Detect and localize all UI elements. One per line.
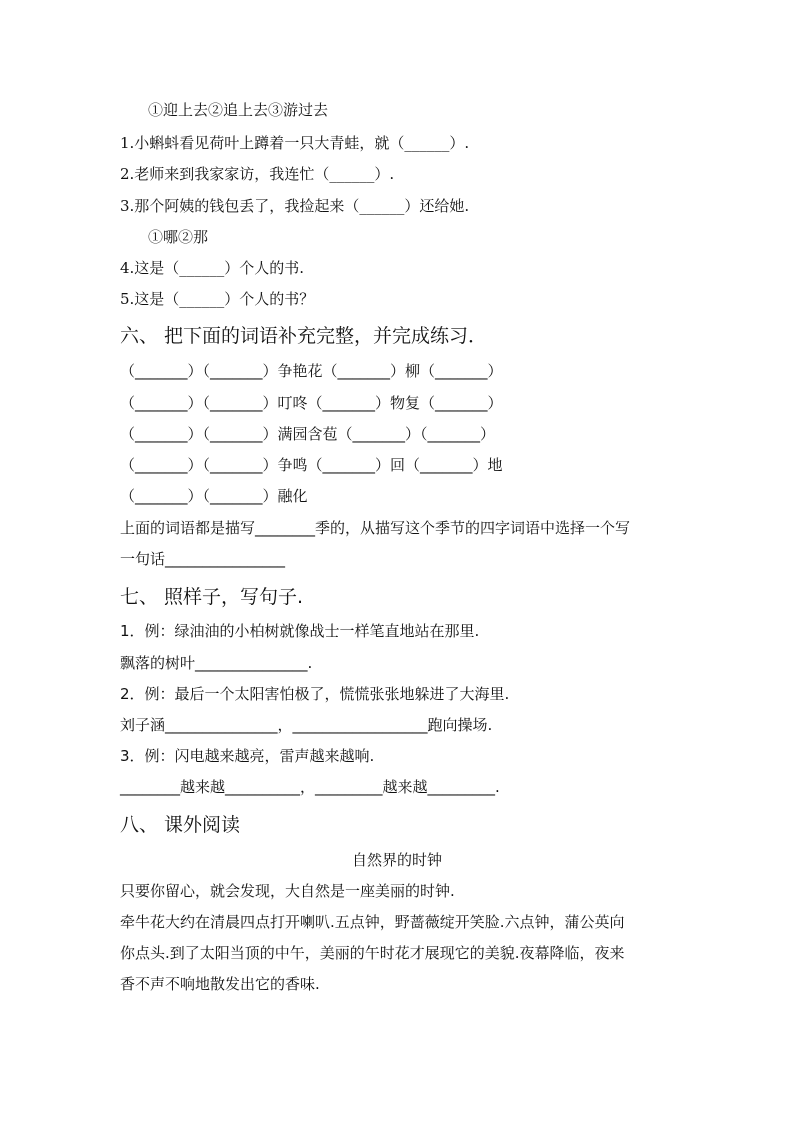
question-2: 2.老师来到我家家访，我连忙（______）. — [120, 165, 395, 183]
word-row-1: （_______）（_______）争艳花（_______）柳（_______） — [120, 362, 503, 380]
options-group-b: ①哪②那 — [148, 228, 209, 246]
section-6-heading: 六、 把下面的词语补充完整，并完成练习． — [120, 325, 488, 347]
example-1: 1．例：绿油油的小柏树就像战士一样笔直地站在那里. — [120, 622, 480, 640]
question-1: 1.小蝌蚪看见荷叶上蹲着一只大青蛙，就（______）. — [120, 134, 470, 152]
answer-3: ________越来越__________，_________越来越_________. — [120, 778, 500, 796]
reading-title: 自然界的时钟 — [351, 851, 442, 869]
reading-paragraph-2-line-3: 香不声不响地散发出它的香味. — [120, 975, 320, 993]
word-row-3: （_______）（_______）满园含苞（_______）（_______） — [120, 425, 496, 443]
question-3: 3.那个阿姨的钱包丢了，我捡起来（______）还给她. — [120, 197, 470, 215]
question-5: 5.这是（______）个人的书？ — [120, 290, 315, 308]
example-2: 2．例：最后一个太阳害怕极了，慌慌张张地躲进了大海里. — [120, 685, 510, 703]
section-7-heading: 七、 照样子，写句子. — [120, 586, 304, 608]
answer-1: 飘落的树叶_______________. — [120, 654, 313, 672]
section-8-heading: 八、 课外阅读 — [120, 814, 241, 836]
reading-paragraph-2-line-2: 你点头.到了太阳当顶的中午，美丽的午时花才展现它的美貌.夜幕降临，夜来 — [120, 944, 625, 962]
question-4: 4.这是（______）个人的书. — [120, 259, 305, 277]
reading-paragraph-1: 只要你留心，就会发现，大自然是一座美丽的时钟. — [120, 882, 455, 900]
word-row-2: （_______）（_______）叮咚（_______）物复（_______） — [120, 394, 503, 412]
season-prompt-line-2: 一句话________________ — [120, 550, 286, 568]
example-3: 3．例：闪电越来越亮，雷声越来越响. — [120, 747, 375, 765]
reading-paragraph-2-line-1: 牵牛花大约在清晨四点打开喇叭.五点钟，野蔷薇绽开笑脸.六点钟，蒲公英向 — [120, 913, 625, 931]
answer-2: 刘子涵_______________，__________________跑向操场. — [120, 716, 493, 734]
word-row-4: （_______）（_______）争鸣（_______）回（_______）地 — [120, 456, 503, 474]
options-group-a: ①迎上去②追上去③游过去 — [148, 101, 329, 119]
word-row-5: （_______）（_______）融化 — [120, 487, 308, 505]
season-prompt-line-1: 上面的词语都是描写________季的，从描写这个季节的四字词语中选择一个写 — [120, 519, 631, 537]
